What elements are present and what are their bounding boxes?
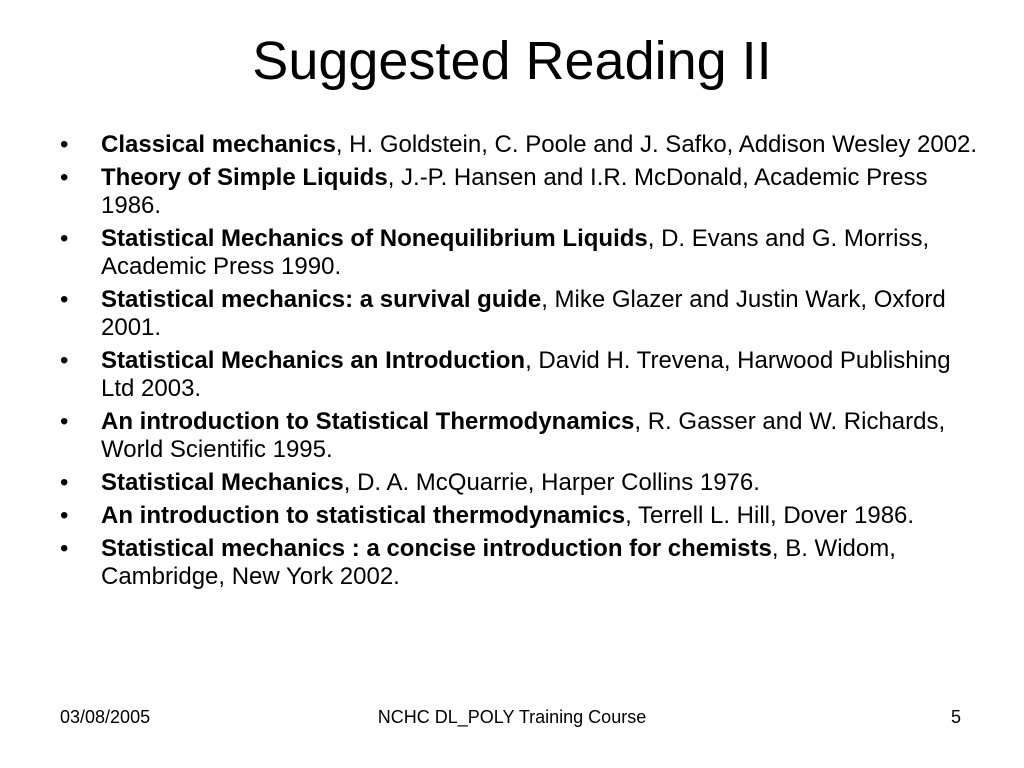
reading-item [60, 286, 980, 342]
bullet-icon: • [60, 131, 69, 158]
reading-item [60, 347, 980, 403]
book-details: , H. Goldstein, C. Poole and J. Safko, Addison Wesley 2002. [335, 131, 978, 158]
book-title: Statistical Mechanics [101, 469, 344, 496]
bullet-icon: • [60, 502, 69, 529]
book-details: , B. Widom, Cambridge, New York 2002. [101, 535, 896, 590]
book-title: Statistical Mechanics an Introduction [101, 347, 526, 374]
book-title: Theory of Simple Liquids [101, 164, 388, 191]
book-details: , Terrell L. Hill, Dover 1986. [625, 502, 915, 529]
reading-item [60, 225, 980, 281]
book-details: , D. Evans and G. Morriss, Academic Press 1990. [101, 225, 930, 280]
book-details: , Mike Glazer and Justin Wark, Oxford 2001. [101, 286, 946, 341]
book-title: Statistical mechanics: a survival guide [101, 286, 542, 313]
bullet-icon: • [60, 347, 69, 374]
bullet-icon: • [60, 408, 69, 435]
book-title: Classical mechanics [101, 131, 336, 158]
book-title: An introduction to Statistical Thermodynamics [101, 408, 635, 435]
page-number: 5 [950, 707, 961, 727]
bullet-icon: • [60, 164, 69, 191]
book-title: Statistical mechanics : a concise introduction for chemists [101, 535, 772, 562]
reading-item [60, 469, 980, 497]
slide-title: Suggested Reading II [252, 31, 772, 91]
footer-course-name: NCHC DL_POLY Training Course [377, 707, 647, 727]
book-details: , J.-P. Hansen and I.R. McDonald, Academic Press 1986. [101, 164, 928, 219]
reading-item [60, 164, 980, 220]
book-details: , R. Gasser and W. Richards, World Scientific 1995. [101, 408, 946, 463]
bullet-icon: • [60, 286, 69, 313]
reading-item [60, 535, 980, 591]
book-details: , David H. Trevena, Harwood Publishing Ltd 2003. [101, 347, 951, 402]
reading-item [60, 408, 980, 464]
reading-item [60, 502, 980, 530]
bullet-icon: • [60, 225, 69, 252]
reading-item [60, 131, 980, 159]
footer-date: 03/08/2005 [60, 707, 151, 727]
book-title: Statistical Mechanics of Nonequilibrium Liquids [101, 225, 648, 252]
reading-list [60, 131, 980, 596]
bullet-icon: • [60, 535, 69, 562]
book-title: An introduction to statistical thermodynamics [101, 502, 626, 529]
bullet-icon: • [60, 469, 69, 496]
book-details: , D. A. McQuarrie, Harper Collins 1976. [343, 469, 760, 496]
